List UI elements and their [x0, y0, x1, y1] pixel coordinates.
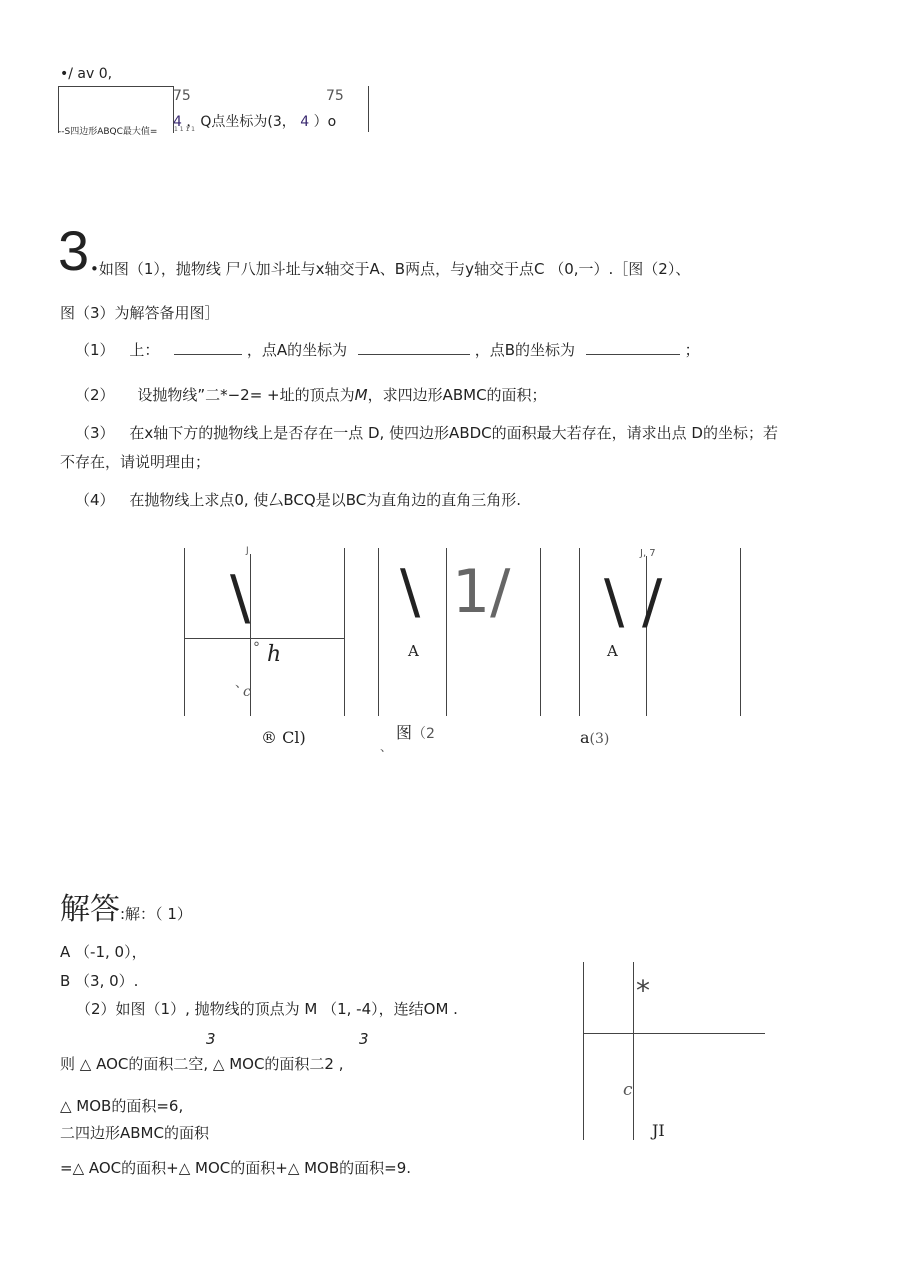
question-1-text-c: ，点B的坐标为 [474, 341, 576, 359]
answer-figure-label-c: c [623, 1080, 633, 1100]
problem-statement-line2: 图（3）为解答备用图］ [60, 304, 220, 322]
question-1-text-a: 上： [129, 341, 160, 359]
figure-2-parabola-left: \ [400, 557, 421, 627]
question-3-text: 在x轴下方的抛物线上是否存在一点 D, 使四边形ABDC的面积最大若存在，请求出点 D的坐标；若 [129, 424, 778, 442]
question-1 [75, 339, 700, 360]
question-2-text-a: 设抛物线”二*−2= +址的顶点为 [137, 386, 355, 404]
question-3-label: （3） [75, 424, 115, 442]
figure-3-frame-left [579, 548, 580, 716]
fragment-dots: 1 1 1 1 [174, 126, 195, 133]
question-4-text: 在抛物线上求点0, 使厶BCQ是以BC为直角边的直角三角形. [129, 491, 521, 509]
figure-3-label-a: A [607, 642, 618, 660]
answer-title: 解答 [60, 892, 120, 927]
answer-figure-label-ji: JI [652, 1121, 665, 1140]
question-2-m: M [354, 386, 368, 404]
figure-3-parabola-left: \ [604, 567, 625, 637]
figure-3-caption-main: a [580, 728, 590, 747]
question-1-label: （1） [75, 341, 115, 359]
figure-1-origin: ° [253, 640, 260, 656]
answer-part-2: （2）如图（1）, 抛物线的顶点为 M （1, -4），连结OM . [76, 1000, 458, 1018]
figure-1-frame-right [344, 548, 345, 716]
answer-point-a: A （-1, 0）， [60, 943, 147, 961]
fragment-divider [368, 86, 369, 132]
figure-2-caption [396, 720, 435, 743]
question-3-continued: 不存在，请说明理由； [60, 453, 211, 471]
question-1-end: ； [684, 341, 700, 359]
figure-2-frame-right [540, 548, 541, 716]
question-2-text-b: ，求四边形ABMC的面积； [367, 386, 547, 404]
figure-1-label-c: c [243, 684, 251, 700]
figure-3-caption-num: (3) [589, 731, 610, 747]
figure-3-caption [580, 728, 609, 747]
figure-1-x-axis [184, 638, 344, 639]
question-2-label: （2） [75, 386, 115, 404]
figure-1-y-label: J [246, 546, 249, 556]
answer-fraction-numerator-2: 3 [359, 1030, 369, 1048]
fragment-box-label: --S四边形ABQC最大值= [58, 127, 158, 137]
figure-1-tick: 、 [235, 676, 249, 691]
question-2 [75, 384, 547, 405]
problem-statement-line1: •如图（1），抛物线 尸八加斗址与x轴交于A、B两点，与y轴交于点C （0,一）.［图（2）、 [90, 260, 691, 278]
question-4 [75, 489, 521, 510]
figure-2-caption-main: 图 [396, 723, 413, 742]
fragment-q-text: ，Q点坐标为(3， [186, 114, 296, 130]
figure-2-y-axis [446, 548, 447, 716]
fragment-q-end: ）o [313, 114, 337, 130]
fragment-line: •/ av 0, [60, 66, 113, 82]
figure-1-caption: ® Cl) [261, 728, 306, 747]
answer-figure-star: * [636, 974, 650, 1007]
fragment-q-num: 4 [173, 114, 182, 130]
fragment-q-num2: 4 [300, 114, 310, 130]
answer-blank-2[interactable] [358, 340, 470, 355]
figure-2-frame-left [378, 548, 379, 716]
figure-2-caption-num: （2 [412, 726, 435, 742]
figure-1-frame-left [184, 548, 185, 716]
question-3 [75, 422, 778, 443]
answer-figure-x-axis [583, 1033, 765, 1034]
answer-quad-area-label: 二四边形ABMC的面积 [60, 1124, 209, 1142]
answer-fraction-numerator-1: 3 [206, 1030, 216, 1048]
figure-1-parabola-stroke: \ [230, 563, 251, 633]
figure-3-frame-right [740, 548, 741, 716]
fragment-num-left: 75 [173, 88, 191, 104]
figure-3-parabola-right: / [642, 567, 663, 637]
figure-1-label-h: h [267, 642, 282, 667]
answer-mob-area: △ MOB的面积=6, [60, 1097, 184, 1115]
figure-2-tick: 、 [380, 740, 393, 754]
answer-figure-frame-left [583, 962, 584, 1140]
answer-heading [60, 884, 192, 928]
fragment-num-right: 75 [326, 88, 344, 104]
answer-blank-3[interactable] [586, 340, 680, 355]
figure-2-label-a: A [408, 642, 419, 660]
question-4-label: （4） [75, 491, 115, 509]
answer-point-b: B （3, 0）. [60, 972, 139, 990]
answer-sum: =△ AOC的面积+△ MOC的面积+△ MOB的面积=9. [60, 1159, 412, 1177]
figure-3-y-label: J, 7 [640, 548, 656, 559]
fragment-q-coords [173, 111, 336, 131]
problem-number: 3 [58, 219, 90, 282]
answer-figure-y-axis [633, 962, 634, 1140]
question-1-text-b: ，点A的坐标为 [246, 341, 348, 359]
answer-aoc-moc-area: 则 △ AOC的面积二空, △ MOC的面积二2 , [60, 1055, 344, 1073]
answer-blank-1[interactable] [174, 340, 242, 355]
answer-intro: :解：（ 1） [120, 905, 192, 923]
figure-2-parabola-right: 1/ [452, 557, 511, 627]
